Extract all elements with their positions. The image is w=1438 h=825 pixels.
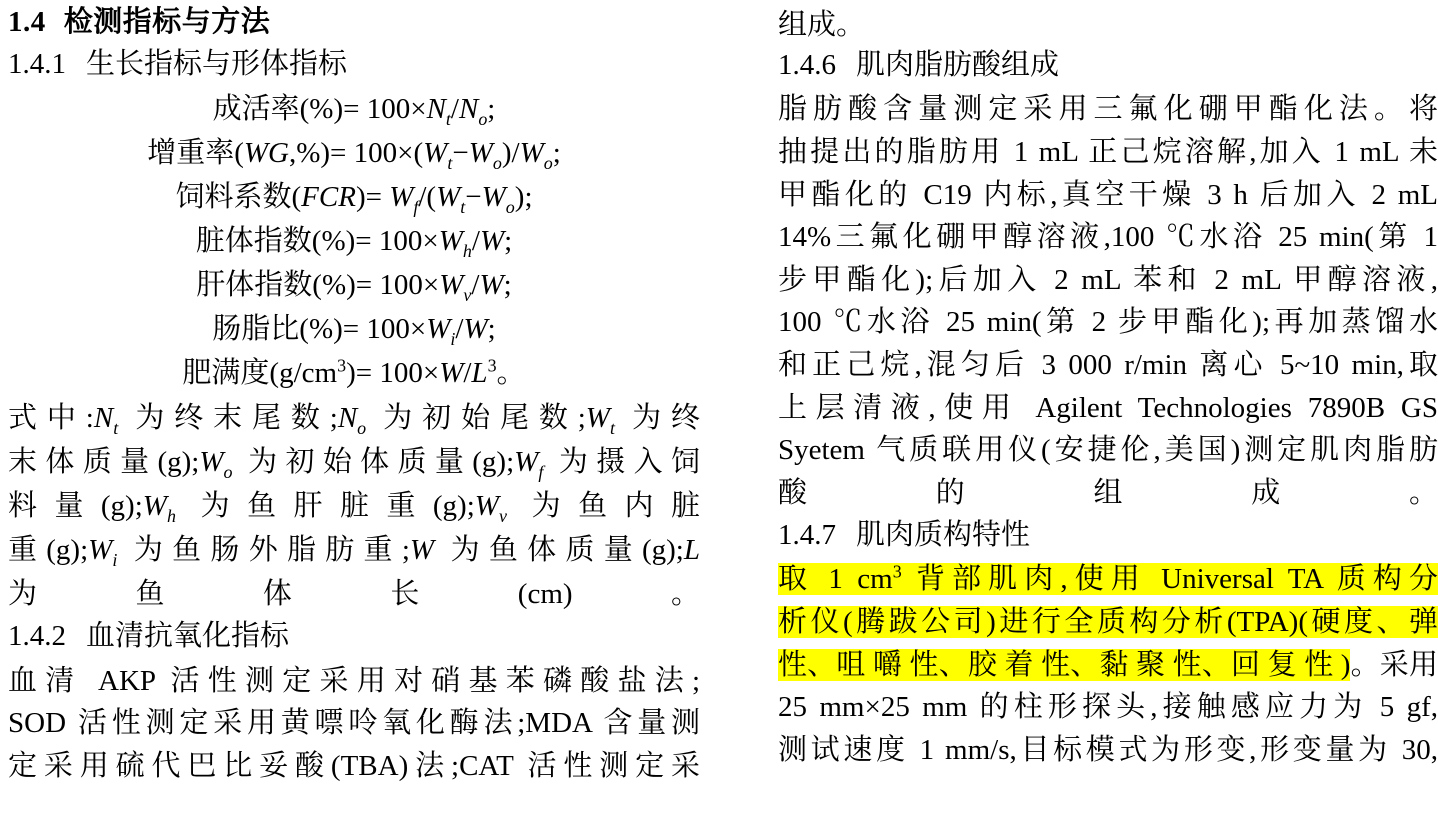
subsection-heading-1-4-2 — [8, 618, 700, 656]
formula-survival-rate: 成活率(%)= $100\times N_t/N_o$; — [212, 92, 496, 129]
formula-fcr: 饲料系数$(FCR)= W_f/(W_t-W_o)$; — [175, 181, 533, 217]
subsection-title-7: 肌肉质构特性 — [856, 518, 1031, 551]
subsection-heading-1-4-1 — [8, 46, 700, 84]
subsection-number-7: 1.4.7 — [778, 518, 836, 551]
serum-line-3: 定采用硫代巴比妥酸(TBA)法;CAT 活性测定采 — [8, 749, 700, 782]
subsection-heading-1-4-7 — [778, 517, 1438, 555]
fa-line-7: 和正己烷,混匀后 3 000 r/min 离心 5~10 min,取 — [778, 349, 1438, 382]
subsection-heading-1-4-6 — [778, 47, 1438, 85]
formula-condition-factor: 肥满度$(g/cm^3)= 100\times W/L^3$。 — [182, 355, 526, 390]
fa-line-2: 抽提出的脂肪用 1 mL 正己烷溶解,加入 1 mL 未 — [778, 135, 1438, 168]
formula-weight-gain: 增重率$(WG,\%)= 100\times(W_t-W_o)/W_o$; — [147, 136, 561, 173]
fa-line-1: 脂肪酸含量测定采用三氟化硼甲酯化法。将 — [778, 93, 1438, 126]
subsection-number-2: 1.4.2 — [8, 620, 66, 653]
def-line-4: 重$(g);W_i$ 为鱼肠外脂肪重;W 为鱼体质量(g);L — [8, 534, 701, 570]
serum-antioxidant-paragraph — [8, 660, 700, 788]
highlight-span-1: 取 1 $cm^3$ 背部肌肉,使用 Universal TA 质构分 — [778, 561, 1438, 596]
continuation-text: 组成。 — [778, 9, 866, 41]
subsection-title-6: 肌肉脂肪酸组成 — [856, 48, 1060, 81]
highlight-span-3: 性、咀 嚼 性、胶 着 性、黏 聚 性、回 复 性 ) — [778, 648, 1351, 681]
formula-intestinal-fat-ratio: 肠脂比(%)= $100\times W_i/W$; — [212, 313, 496, 349]
serum-line-1: 血清 AKP 活性测定采用对硝基苯磷酸盐法; — [8, 664, 700, 697]
column-gutter — [700, 0, 738, 825]
def-line-3: 料量$(g);W_h$ 为鱼肝脏重$(g);W_v$ 为鱼内脏 — [8, 489, 700, 526]
fa-line-8: 上层清液,使用 Agilent Technologies 7890B GS — [778, 391, 1438, 424]
texture-line-4: 25 mm×25 mm 的柱形探头,接触感应力为 5 gf, — [778, 691, 1438, 724]
texture-line-3: 性、咀 嚼 性、胶 着 性、黏 聚 性、回 复 性 )。采用 — [778, 648, 1438, 681]
serum-line-2: SOD 活性测定采用黄嘌呤氧化酶法;MDA 含量测 — [8, 707, 700, 740]
subsection-number: 1.4.1 — [8, 48, 66, 81]
texture-line-5: 测试速度 1 mm/s,目标模式为形变,形变量为 30, — [778, 733, 1438, 766]
fa-line-10: 酸的组成。 — [778, 476, 1438, 509]
left-column — [0, 0, 700, 825]
fatty-acid-paragraph — [778, 88, 1438, 514]
fa-line-4: 14%三氟化硼甲醇溶液,100 ℃水浴 25 min(第 1 — [778, 221, 1438, 254]
def-line-2: 末体质量$(g);W_o$ 为初始体质量$(g);W_f$ 为摄入饲 — [8, 445, 701, 482]
section-number: 1.4 — [8, 6, 46, 38]
fa-line-9: Syetem 气质联用仪(安捷伦,美国)测定肌肉脂肪 — [778, 434, 1438, 467]
def-line-1: 式中$:N_t$ 为终末尾数$;N_o$ 为初始尾数$;W_t$ 为终 — [8, 401, 700, 438]
formula-hepatosomatic-index: 肝体指数(%)= $100\times W_v/W$; — [196, 269, 512, 305]
symbol-definitions-paragraph — [8, 397, 700, 617]
formula-viscerosomatic-index: 脏体指数(%)= $100\times W_h/W$; — [195, 225, 513, 261]
subsection-title: 生长指标与形体指标 — [86, 48, 348, 81]
formula-list — [8, 88, 700, 395]
texture-line-2 — [778, 601, 1438, 644]
fa-line-6: 100 ℃水浴 25 min(第 2 步甲酯化);再加蒸馏水 — [778, 306, 1438, 339]
fa-line-5: 步甲酯化);后加入 2 mL 苯和 2 mL 甲醇溶液, — [778, 263, 1438, 296]
fa-line-3: 甲酯化的 C19 内标,真空干燥 3 h 后加入 2 mL — [778, 178, 1438, 211]
def-line-5: 为鱼体长(cm)。 — [8, 578, 700, 611]
subsection-title-2: 血清抗氧化指标 — [86, 620, 290, 653]
texture-line-1 — [778, 558, 1438, 601]
section-heading — [8, 4, 700, 40]
subsection-number-6: 1.4.6 — [778, 48, 836, 81]
texture-paragraph — [778, 558, 1438, 771]
highlight-span-2: 析仪(腾跋公司)进行全质构分析(TPA)(硬度、弹 — [778, 605, 1438, 638]
right-column — [738, 0, 1438, 825]
section-title: 检测指标与方法 — [63, 6, 271, 38]
